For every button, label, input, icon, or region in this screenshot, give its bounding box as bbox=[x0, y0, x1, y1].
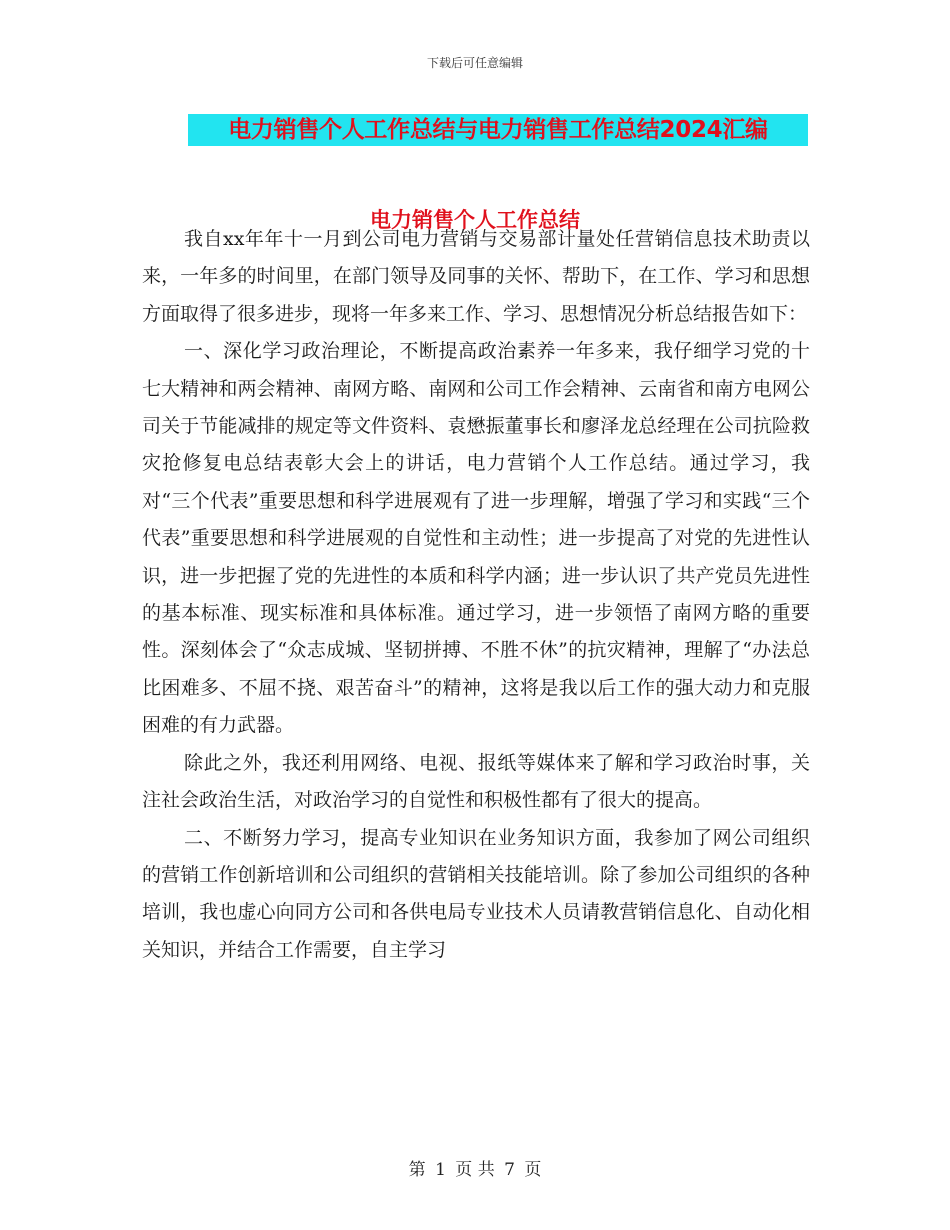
document-body bbox=[142, 221, 810, 969]
document-title-highlight bbox=[188, 114, 808, 146]
paragraph-professional-study: 二、不断努力学习，提高专业知识在业务知识方面，我参加了网公司组织的营销工作创新培训和公司组织的营销相关技能培训。除了参加公司组织的各种培训，我也虚心向同方公司和各供电局专业技术人员请教营销信息化、自动化相关知识，并结合工作需要，自主学习 bbox=[142, 826, 810, 961]
paragraph-intro: 我自xx年年十一月到公司电力营销与交易部计量处任营销信息技术助责以来，一年多的时间里，在部门领导及同事的关怀、帮助下，在工作、学习和思想方面取得了很多进步，现将一年多来工作、学习、思想情况分析总结报告如下： bbox=[142, 228, 810, 325]
paragraph-media-study: 除此之外，我还利用网络、电视、报纸等媒体来了解和学习政治时事，关注社会政治生活，对政治学习的自觉性和积极性都有了很大的提高。 bbox=[142, 751, 810, 812]
document-title: 电力销售个人工作总结与电力销售工作总结2024汇编 bbox=[228, 117, 768, 143]
page-suffix: 页 bbox=[524, 1160, 542, 1180]
section-title: 电力销售个人工作总结 bbox=[370, 208, 580, 232]
header-note: 下载后可任意编辑 bbox=[426, 56, 523, 70]
paragraph-political-study: 一、深化学习政治理论，不断提高政治素养一年多来，我仔细学习党的十七大精神和两会精神、南网方略、南网和公司工作会精神、云南省和南方电网公司关于节能减排的规定等文件资料、袁懋振董事长和廖泽龙总经理在公司抗险救灾抢修复电总结表彰大会上的讲话，电力营销个人工作总结。通过学习，我对“三个代表”重要思想和科学进展观有了进一步理解，增强了学习和实践“三个代表”重要思想和科学进展观的自觉性和主动性；进一步提高了对党的先进性认识，进一步把握了党的先进性的本质和科学内涵；进一步认识了共产党员先进性的基本标准、现实标准和具体标准。通过学习，进一步领悟了南网方略的重要性。深刻体会了“众志成城、坚韧拼搏、不胜不休”的抗灾精神，理解了“办法总比困难多、不屈不挠、艰苦奋斗”的精神，这将是我以后工作的强大动力和克服困难的有力武器。 bbox=[142, 340, 810, 737]
page-footer bbox=[0, 1155, 950, 1180]
page-prefix: 第 bbox=[408, 1160, 426, 1180]
page-total: 7 bbox=[504, 1160, 515, 1180]
page-current: 1 bbox=[435, 1160, 446, 1180]
page-mid: 页 共 bbox=[455, 1160, 495, 1180]
